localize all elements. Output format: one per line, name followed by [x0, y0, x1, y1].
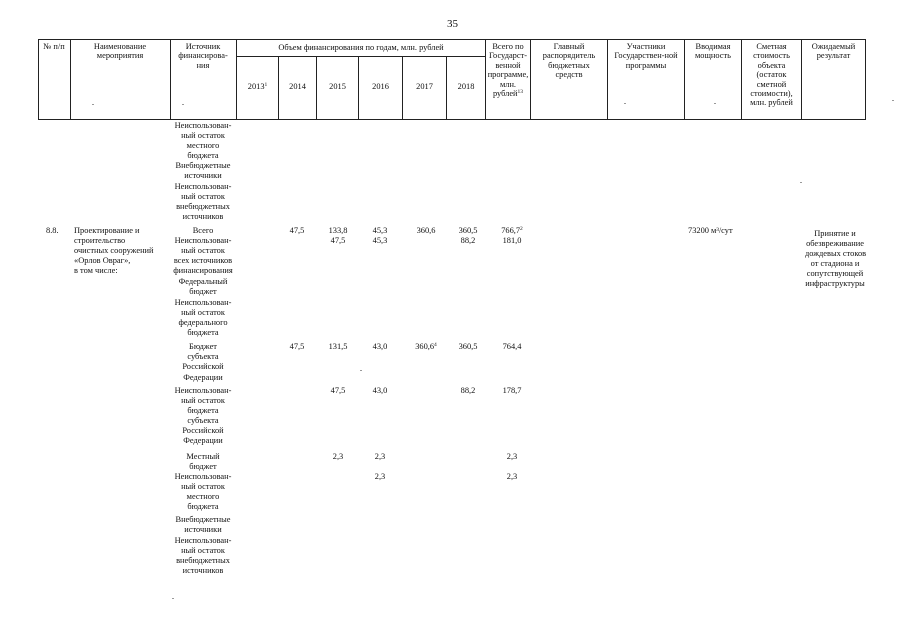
source-line: субъекта: [187, 352, 219, 361]
value-total: 2,3: [506, 452, 518, 461]
result-line: от стадиона и: [810, 259, 860, 268]
scan-speck: [182, 104, 184, 105]
value-2016: 43,0: [372, 342, 388, 351]
source-line: бюджета: [187, 328, 219, 337]
value-total: 764,4: [502, 342, 522, 351]
scan-speck: [892, 100, 894, 101]
source-line: ный остаток: [181, 546, 225, 555]
value-2014: 47,5: [289, 226, 305, 235]
source-line: бюджет: [189, 287, 217, 296]
header-number: № п/п: [43, 42, 65, 51]
source-line: Бюджет: [189, 342, 217, 351]
result-line: инфраструктуры: [805, 279, 865, 288]
item-name-line: строительство: [74, 236, 126, 245]
header-manager: Главный распорядитель бюджетных средств: [542, 42, 596, 80]
source-line: Российской: [182, 362, 224, 371]
result-line: обезвреживание: [806, 239, 864, 248]
capacity-value: 73200 м³/сут: [688, 226, 733, 235]
value-2014: 47,5: [289, 342, 305, 351]
header-years-divider: [236, 56, 485, 57]
header-year: 2014: [289, 82, 306, 91]
header-year: 2015: [329, 82, 346, 91]
header-vline: [170, 39, 171, 120]
item-number: 8.8.: [46, 226, 59, 235]
value-2017: 360,6: [416, 226, 436, 235]
scan-speck: [624, 103, 626, 104]
header-vline: [530, 39, 531, 120]
source-line: внебюджетных: [176, 202, 230, 211]
value-2017: 360,6$^4$: [415, 342, 437, 351]
source-line: источников: [182, 212, 224, 221]
header-year: 2017: [416, 82, 433, 91]
header-vline: [485, 39, 486, 120]
scan-speck: [172, 598, 174, 599]
source-line: источники: [184, 171, 222, 180]
source-line: Внебюджетные: [175, 161, 231, 170]
value-2015: 133,8: [328, 226, 348, 235]
value-total: 181,0: [502, 236, 522, 245]
header-vline: [801, 39, 802, 120]
source-line: внебюджетных: [176, 556, 230, 565]
source-line: Неиспользован-: [174, 121, 232, 130]
scan-speck: [360, 370, 362, 371]
header-vline: [684, 39, 685, 120]
value-2016: 2,3: [374, 472, 386, 481]
value-2018: 360,5: [458, 226, 478, 235]
source-line: бюджета: [187, 151, 219, 160]
value-2018: 360,5: [458, 342, 478, 351]
result-line: Принятие и: [814, 229, 856, 238]
scan-speck: [714, 103, 716, 104]
source-line: бюджет: [189, 462, 217, 471]
header-year: 2018: [457, 82, 475, 91]
header-capacity: Вводимая мощность: [694, 42, 731, 61]
source-line: местного: [186, 492, 220, 501]
value-2016: 2,3: [374, 452, 386, 461]
source-line: ный остаток: [181, 308, 225, 317]
header-result: Ожидаемый результат: [811, 42, 856, 61]
item-name-line: Проектирование и: [74, 226, 140, 235]
header-funding-group: Объем финансирования по годам, млн. рублей: [278, 43, 444, 52]
source-line: ный остаток: [181, 192, 225, 201]
header-vline: [38, 39, 39, 120]
value-2016: 43,0: [372, 386, 388, 395]
source-line: Неиспользован-: [174, 386, 232, 395]
source-line: Неиспользован-: [174, 182, 232, 191]
scan-speck: [92, 104, 94, 105]
value-total: 2,3: [506, 472, 518, 481]
source-line: бюджета: [187, 502, 219, 511]
source-line: Местный: [186, 452, 220, 461]
value-2015: 131,5: [328, 342, 348, 351]
source-line: Российской: [182, 426, 224, 435]
value-2018: 88,2: [460, 236, 476, 245]
source-line: ный остаток: [181, 131, 225, 140]
result-line: дождевых стоков: [805, 249, 867, 258]
source-line: ный остаток: [181, 396, 225, 405]
source-line: Неиспользован-: [174, 236, 232, 245]
header-year: 2013$^1$: [247, 82, 268, 91]
header-vline: [607, 39, 608, 120]
item-name-line: в том числе:: [74, 266, 118, 275]
source-line: федерального: [178, 318, 228, 327]
value-2018: 88,2: [460, 386, 476, 395]
source-line: Федеральный: [178, 277, 228, 286]
header-participants: Участники Государствен-ной программы: [614, 42, 678, 70]
header-total: Всего по Государст-венной программе, млн. рублей$^{13}$: [487, 42, 529, 99]
header-vline: [70, 39, 71, 120]
header-estimated-cost: Сметная стоимость объекта (остаток сметной стоимости), млн. рублей: [750, 42, 793, 108]
header-vline: [865, 39, 866, 120]
source-line: Всего: [192, 226, 214, 235]
page-number: 35: [447, 18, 458, 30]
header-vline: [741, 39, 742, 120]
source-line: всех источников: [173, 256, 233, 265]
source-line: Неиспользован-: [174, 472, 232, 481]
source-line: бюджета: [187, 406, 219, 415]
source-line: Федерации: [183, 373, 223, 382]
source-line: субъекта: [187, 416, 219, 425]
source-line: Неиспользован-: [174, 536, 232, 545]
header-year: 2016: [372, 82, 389, 91]
value-2015: 2,3: [332, 452, 344, 461]
source-line: источники: [184, 525, 222, 534]
value-2015: 47,5: [330, 236, 346, 245]
header-vline: [236, 39, 237, 120]
value-2016: 45,3: [372, 236, 388, 245]
source-line: финансирования: [173, 266, 233, 275]
source-line: источников: [182, 566, 224, 575]
scan-speck: [800, 182, 802, 183]
value-2015: 47,5: [330, 386, 346, 395]
value-2016: 45,3: [372, 226, 388, 235]
header-name: Наименование мероприятия: [93, 42, 147, 61]
item-name-line: очистных сооружений: [74, 246, 154, 255]
result-line: сопутствующей: [806, 269, 864, 278]
value-total: 178,7: [502, 386, 522, 395]
value-total: 766,7$^2$: [501, 226, 523, 235]
source-line: ный остаток: [181, 482, 225, 491]
source-line: Федерации: [183, 436, 223, 445]
source-line: местного: [186, 141, 220, 150]
item-name-line: «Орлов Овраг»,: [74, 256, 131, 265]
source-line: ный остаток: [181, 246, 225, 255]
header-source: Источник финансирова-ния: [178, 42, 228, 70]
source-line: Внебюджетные: [175, 515, 231, 524]
source-line: Неиспользован-: [174, 298, 232, 307]
